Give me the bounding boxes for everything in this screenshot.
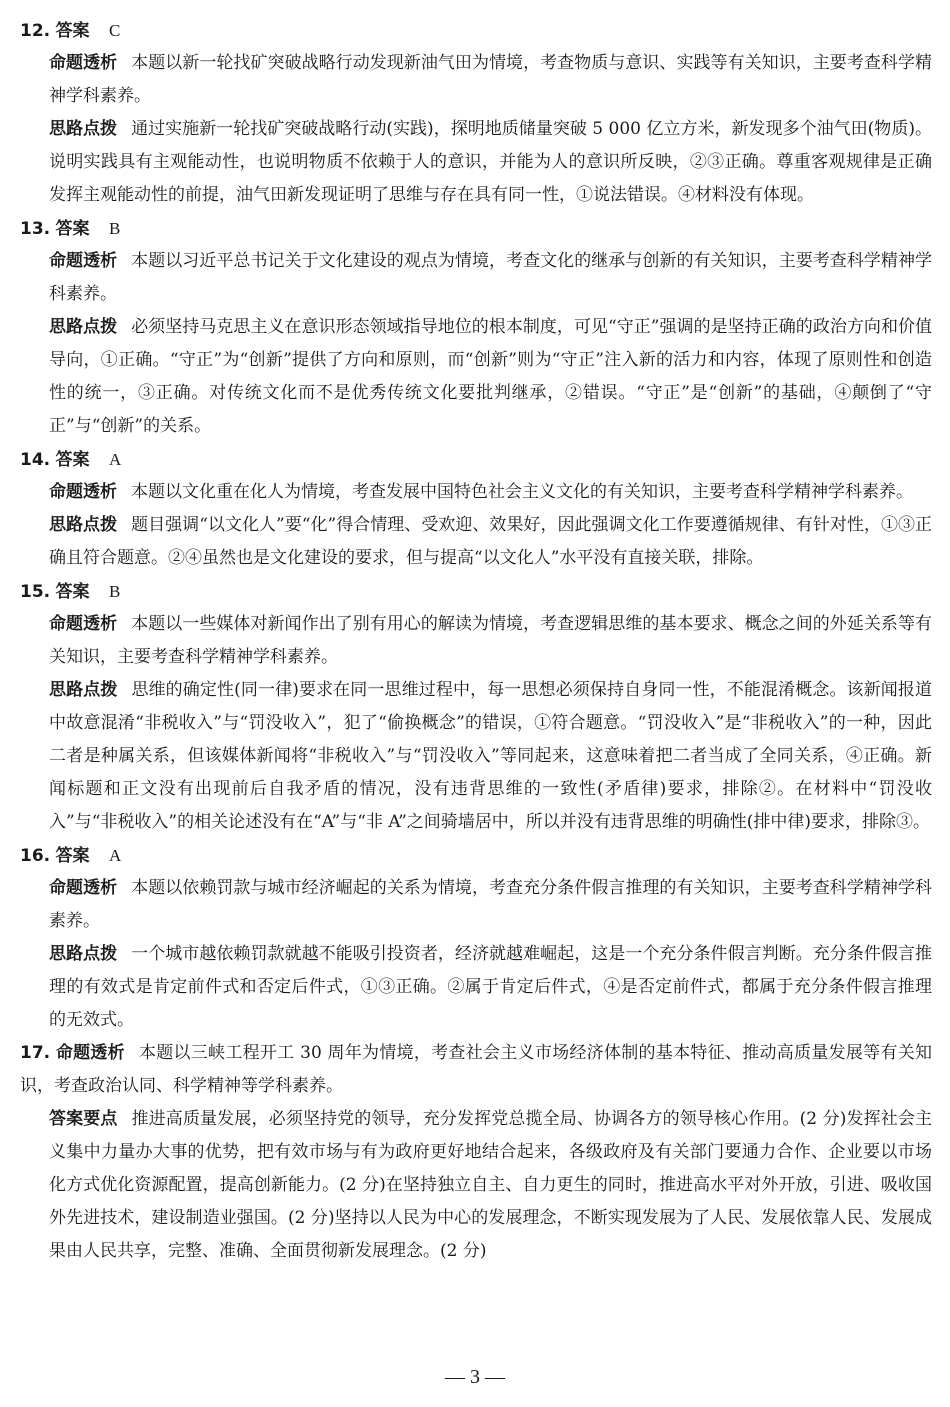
question-header bbox=[20, 443, 932, 476]
hint-text: 思维的确定性(同一律)要求在同一思维过程中，每一思想必须保持自身同一性，不能混淆概念。该新闻报道中故意混淆“非税收入”与“罚没收入”，犯了“偷换概念”的错误，①符合题意。“罚没收入”是“非税收入”的一种，因此二者是种属关系，但该媒体新闻将“非税收入”与“罚没收入”等同起来，这意味着把二者当成了全同关系，④正确。新闻标题和正文没有出现前后自我矛盾的情况，没有违背思维的一致性(矛盾律)要求，排除②。在材料中“罚没收入”与“非税收入”的相关论述没有在“A”与“非 A”之间骑墙居中，所以并没有违背思维的明确性(排中律)要求，排除③。 bbox=[49, 680, 933, 832]
answer-label: 答案 bbox=[55, 219, 90, 239]
question-number: 12. bbox=[20, 21, 51, 41]
question-number: 13. bbox=[20, 219, 51, 239]
question-12 bbox=[20, 14, 932, 212]
analysis-label: 命题透析 bbox=[49, 251, 118, 271]
analysis-label: 命题透析 bbox=[49, 614, 118, 634]
question-header bbox=[20, 1037, 932, 1103]
question-number: 15. bbox=[20, 582, 51, 602]
question-16 bbox=[20, 839, 932, 1037]
question-header bbox=[20, 575, 932, 608]
answer-label: 答案 bbox=[55, 450, 90, 470]
answer-points-label: 答案要点 bbox=[49, 1109, 118, 1129]
answer-label: 答案 bbox=[55, 21, 90, 41]
analysis-text: 本题以三峡工程开工 30 周年为情境，考查社会主义市场经济体制的基本特征、推动高质量发展等有关知识，考查政治认同、科学精神等学科素养。 bbox=[20, 1043, 933, 1096]
hint-block bbox=[49, 938, 932, 1037]
answer-value: B bbox=[108, 582, 121, 601]
question-17 bbox=[20, 1037, 932, 1268]
answer-value: A bbox=[108, 450, 122, 469]
answer-label: 答案 bbox=[55, 846, 90, 866]
hint-label: 思路点拨 bbox=[49, 515, 118, 535]
analysis-text: 本题以依赖罚款与城市经济崛起的关系为情境，考查充分条件假言推理的有关知识，主要考查科学精神学科素养。 bbox=[49, 878, 933, 931]
analysis-text: 本题以新一轮找矿突破战略行动发现新油气田为情境，考查物质与意识、实践等有关知识，主要考查科学精神学科素养。 bbox=[49, 53, 933, 106]
hint-block bbox=[49, 674, 932, 839]
hint-block bbox=[49, 509, 932, 575]
page-number: — 3 — bbox=[445, 1366, 505, 1388]
analysis-block bbox=[49, 47, 932, 113]
hint-label: 思路点拨 bbox=[49, 119, 118, 139]
hint-block bbox=[49, 113, 932, 212]
answer-value: A bbox=[108, 846, 122, 865]
question-15 bbox=[20, 575, 932, 839]
question-number: 16. bbox=[20, 846, 51, 866]
question-number: 14. bbox=[20, 450, 51, 470]
answer-page bbox=[20, 14, 932, 1268]
hint-text: 一个城市越依赖罚款就越不能吸引投资者，经济就越难崛起，这是一个充分条件假言判断。充分条件假言推理的有效式是肯定前件式和否定后件式，①③正确。②属于肯定后件式，④是否定前件式，都属于充分条件假言推理的无效式。 bbox=[49, 944, 933, 1030]
hint-text: 通过实施新一轮找矿突破战略行动(实践)，探明地质储量突破 5 000 亿立方米，新发现多个油气田(物质)。说明实践具有主观能动性，也说明物质不依赖于人的意识，并能为人的意识所反映，②③正确。尊重客观规律是正确发挥主观能动性的前提，油气田新发现证明了思维与存在具有同一性，①说法错误。④材料没有体现。 bbox=[49, 119, 932, 205]
question-header bbox=[20, 839, 932, 872]
analysis-text: 本题以习近平总书记关于文化建设的观点为情境，考查文化的继承与创新的有关知识，主要考查科学精神学科素养。 bbox=[49, 251, 933, 304]
analysis-block bbox=[49, 245, 932, 311]
answer-points-text: 推进高质量发展，必须坚持党的领导，充分发挥党总揽全局、协调各方的领导核心作用。(2 分)发挥社会主义集中力量办大事的优势，把有效市场与有为政府更好地结合起来，各级政府及有关部门要通力合作、企业要以市场化方式优化资源配置，提高创新能力。(2 分)在坚持独立自主、自力更生的同时，推进高水平对外开放，引进、吸收国外先进技术，建设制造业强国。(2 分)坚持以人民为中心的发展理念，不断实现发展为了人民、发展依靠人民、发展成果由人民共享，完整、准确、全面贯彻新发展理念。(2 分) bbox=[49, 1109, 933, 1261]
question-header bbox=[20, 14, 932, 47]
answer-label: 答案 bbox=[55, 582, 90, 602]
analysis-label: 命题透析 bbox=[55, 1043, 125, 1063]
analysis-block bbox=[49, 476, 932, 509]
answer-value: B bbox=[108, 219, 121, 238]
answer-points-block bbox=[49, 1103, 932, 1268]
hint-block bbox=[49, 311, 932, 443]
hint-label: 思路点拨 bbox=[49, 680, 118, 700]
answer-value: C bbox=[108, 21, 121, 40]
question-number: 17. bbox=[20, 1043, 51, 1063]
hint-label: 思路点拨 bbox=[49, 944, 118, 964]
hint-label: 思路点拨 bbox=[49, 317, 118, 337]
analysis-block bbox=[49, 608, 932, 674]
question-13 bbox=[20, 212, 932, 443]
hint-text: 题目强调“以文化人”要“化”得合情理、受欢迎、效果好，因此强调文化工作要遵循规律、有针对性，①③正确且符合题意。②④虽然也是文化建设的要求，但与提高“以文化人”水平没有直接关联，排除。 bbox=[49, 515, 933, 568]
analysis-label: 命题透析 bbox=[49, 878, 118, 898]
hint-text: 必须坚持马克思主义在意识形态领域指导地位的根本制度，可见“守正”强调的是坚持正确的政治方向和价值导向，①正确。“守正”为“创新”提供了方向和原则，而“创新”则为“守正”注入新的活力和内容，体现了原则性和创造性的统一，③正确。对传统文化而不是优秀传统文化要批判继承，②错误。“守正”是“创新”的基础，④颠倒了“守正”与“创新”的关系。 bbox=[49, 317, 933, 436]
question-header bbox=[20, 212, 932, 245]
question-14 bbox=[20, 443, 932, 575]
analysis-label: 命题透析 bbox=[49, 482, 117, 502]
analysis-block bbox=[49, 872, 932, 938]
analysis-label: 命题透析 bbox=[49, 53, 118, 73]
analysis-text: 本题以文化重在化人为情境，考查发展中国特色社会主义文化的有关知识，主要考查科学精神学科素养。 bbox=[131, 482, 913, 502]
analysis-text: 本题以一些媒体对新闻作出了别有用心的解读为情境，考查逻辑思维的基本要求、概念之间的外延关系等有关知识，主要考查科学精神学科素养。 bbox=[49, 614, 933, 667]
